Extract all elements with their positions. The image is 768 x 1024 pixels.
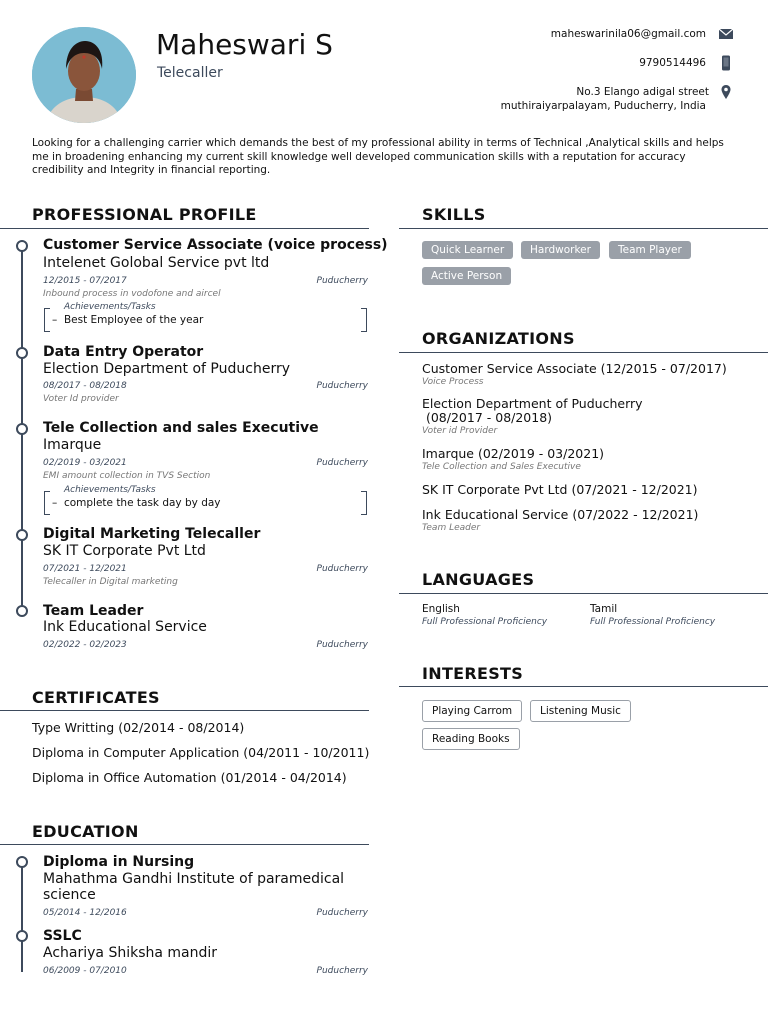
organization-title: Ink Educational Service (07/2022 - 12/2021)	[422, 507, 699, 522]
timeline-dot	[16, 930, 28, 942]
profile-summary: Looking for a challenging carrier which demands the best of my professional ability in terms of Technical ,Analytical skills and helps me in broadening enhancing my current skill knowledge well developed communication skills with a reputation for accuracy credibility and Integrity in financial reporting.	[32, 137, 724, 176]
job-description: EMI amount collection in TVS Section	[43, 471, 211, 481]
language-name: English	[422, 603, 460, 615]
bracket-right	[361, 308, 367, 332]
job-location: Puducherry	[316, 640, 368, 650]
language-level: Full Professional Proficiency	[590, 617, 716, 627]
job-location: Puducherry	[316, 564, 368, 574]
organization-description: Voice Process	[422, 377, 484, 387]
job-description: Voter Id provider	[43, 394, 119, 404]
section-title-organizations: ORGANIZATIONS	[422, 329, 575, 348]
job-organization: Ink Educational Service	[43, 619, 207, 635]
job-title: Customer Service Associate (voice process)	[43, 237, 388, 253]
timeline-dot	[16, 347, 28, 359]
section-title-interests: INTERESTS	[422, 664, 524, 683]
language-name: Tamil	[590, 603, 618, 615]
skill-tag: Team Player	[609, 241, 691, 259]
phone-text[interactable]: 9790514496	[639, 57, 706, 69]
language-level: Full Professional Proficiency	[422, 617, 548, 627]
section-title-education: EDUCATION	[32, 822, 139, 841]
job-dates: 07/2021 - 12/2021	[43, 564, 127, 574]
job-location: Puducherry	[316, 381, 368, 391]
section-title-professional-profile: PROFESSIONAL PROFILE	[32, 205, 257, 224]
education-dates: 06/2009 - 07/2010	[43, 966, 127, 976]
section-divider	[0, 228, 369, 229]
timeline-dot	[16, 240, 28, 252]
section-divider	[399, 352, 768, 353]
timeline-dot	[16, 856, 28, 868]
section-divider	[399, 593, 768, 594]
job-organization: Imarque	[43, 437, 102, 453]
education-school: Achariya Shiksha mandir	[43, 945, 218, 961]
education-location: Puducherry	[316, 908, 368, 918]
section-divider	[399, 228, 768, 229]
job-title: Tele Collection and sales Executive	[43, 420, 319, 436]
timeline-line	[21, 862, 23, 972]
candidate-name: Maheswari S	[156, 28, 333, 61]
organization-description: Team Leader	[422, 523, 481, 533]
email-text[interactable]: maheswarinila06@gmail.com	[550, 28, 706, 40]
job-title: Team Leader	[43, 603, 144, 619]
section-title-skills: SKILLS	[422, 205, 486, 224]
interest-tag: Listening Music	[530, 700, 631, 722]
education-school-cont: science	[43, 887, 96, 903]
section-divider	[0, 710, 369, 711]
certificate-item: Type Writting (02/2014 - 08/2014)	[32, 720, 245, 735]
profile-photo	[32, 27, 136, 123]
education-dates: 05/2014 - 12/2016	[43, 908, 127, 918]
timeline-dot	[16, 605, 28, 617]
job-title: Digital Marketing Telecaller	[43, 526, 261, 542]
timeline-dot	[16, 423, 28, 435]
section-title-certificates: CERTIFICATES	[32, 688, 160, 707]
bracket-right	[361, 491, 367, 515]
job-dates: 02/2019 - 03/2021	[43, 458, 127, 468]
bracket-left	[44, 308, 50, 332]
education-location: Puducherry	[316, 966, 368, 976]
job-organization: SK IT Corporate Pvt Ltd	[43, 543, 206, 559]
achievement-text: complete the task day by day	[63, 497, 221, 509]
organization-title: SK IT Corporate Pvt Ltd (07/2021 - 12/2021)	[422, 482, 698, 497]
organization-title: Customer Service Associate (12/2015 - 07/2017)	[422, 361, 727, 376]
address-line-1: No.3 Elango adigal street	[576, 86, 709, 98]
map-pin-icon	[718, 84, 734, 100]
achievements-heading: Achievements/Tasks	[64, 485, 156, 495]
job-title: Data Entry Operator	[43, 344, 204, 360]
skill-tag: Quick Learner	[422, 241, 513, 259]
mobile-phone-icon	[718, 55, 734, 71]
job-description: Inbound process in vodofone and aircel	[43, 289, 221, 299]
envelope-icon	[718, 26, 734, 42]
timeline-dot	[16, 529, 28, 541]
achievement-item: – Best Employee of the year	[52, 314, 204, 326]
education-degree: SSLC	[43, 928, 82, 944]
job-organization: Intelenet Golobal Service pvt ltd	[43, 255, 270, 271]
section-divider	[0, 844, 369, 845]
bracket-left	[44, 491, 50, 515]
organization-title: Imarque (02/2019 - 03/2021)	[422, 446, 605, 461]
interest-tag: Playing Carrom	[422, 700, 522, 722]
job-description: Telecaller in Digital marketing	[43, 577, 178, 587]
candidate-role: Telecaller	[157, 65, 223, 81]
skill-tag: Active Person	[422, 267, 511, 285]
address-line-2: muthiraiyarpalayam, Puducherry, India	[500, 100, 706, 112]
interest-tag: Reading Books	[422, 728, 520, 750]
job-dates: 02/2022 - 02/2023	[43, 640, 127, 650]
education-degree: Diploma in Nursing	[43, 854, 195, 870]
job-location: Puducherry	[316, 276, 368, 286]
certificate-item: Diploma in Computer Application (04/2011 - 10/2011)	[32, 745, 370, 760]
organization-description: Voter id Provider	[422, 426, 498, 436]
job-location: Puducherry	[316, 458, 368, 468]
certificate-item: Diploma in Office Automation (01/2014 - 04/2014)	[32, 770, 347, 785]
achievement-text: Best Employee of the year	[63, 314, 204, 326]
education-school: Mahathma Gandhi Institute of paramedical	[43, 871, 345, 887]
section-title-languages: LANGUAGES	[422, 570, 535, 589]
achievement-item: – complete the task day by day	[52, 497, 221, 509]
organization-description: Tele Collection and Sales Executive	[422, 462, 581, 472]
section-divider	[399, 686, 768, 687]
job-dates: 08/2017 - 08/2018	[43, 381, 127, 391]
organization-dates: (08/2017 - 08/2018)	[422, 410, 553, 425]
job-organization: Election Department of Puducherry	[43, 361, 290, 377]
skill-tag: Hardworker	[521, 241, 600, 259]
organization-title: Election Department of Puducherry	[422, 396, 643, 411]
achievements-heading: Achievements/Tasks	[64, 302, 156, 312]
job-dates: 12/2015 - 07/2017	[43, 276, 127, 286]
